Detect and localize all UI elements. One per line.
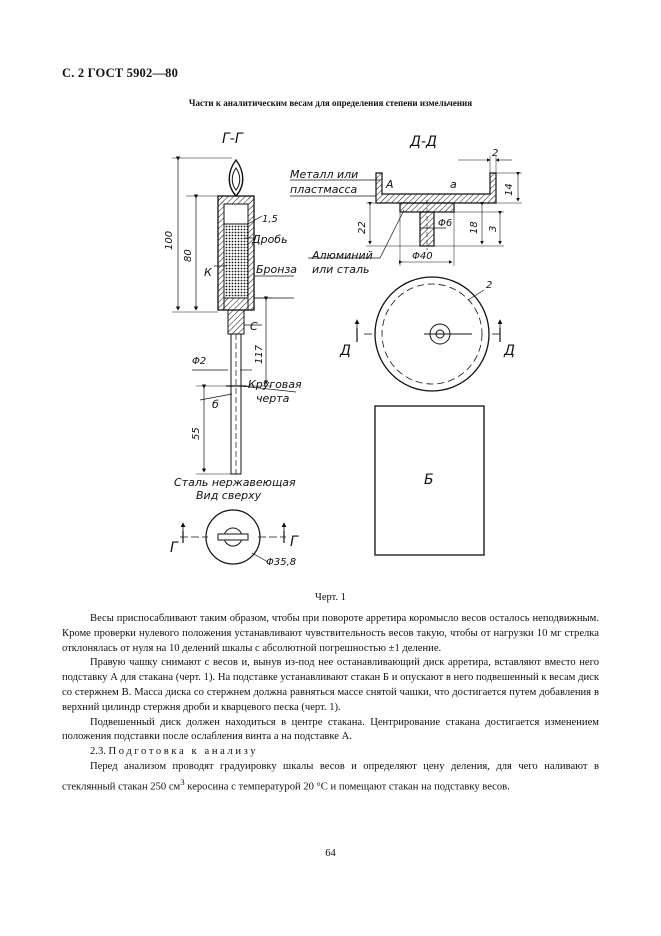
superscript: 3 <box>180 776 185 787</box>
dim-2-top: 2 <box>492 148 499 159</box>
paragraph: Подвешенный диск должен находиться в центре стакана. Центрирование стакана достигается изменением положения подставки после ослабления винта а на подставке А. <box>62 716 599 743</box>
label-aluminiy-2: или сталь <box>312 263 370 276</box>
dim-55: 55 <box>191 427 202 440</box>
top-view <box>180 510 286 564</box>
label-a-upper: А <box>386 178 394 191</box>
dim-100: 100 <box>164 230 175 250</box>
label-d-left: Д <box>340 343 351 359</box>
body-text <box>62 612 599 795</box>
label-a-lower: а <box>450 178 457 191</box>
paragraph: Весы приспосабливают таким образом, чтобы при повороте арретира коромысло весов осталось неподвижным. Кроме проверки нулевого положения устанавливают чувствительность весов такую, чтобы от нагрузки 10 мг стрелка отклонялась от нуля на 10 делений шкалы с абсолютной погрешностью ±1 деление. <box>62 613 599 654</box>
label-vid-sverhu: Вид сверху <box>196 489 262 502</box>
label-g-left: Г <box>170 540 178 556</box>
label-b: б <box>212 398 219 411</box>
dim-22: 22 <box>357 221 368 234</box>
page-header: С. 2 ГОСТ 5902—80 <box>62 66 179 80</box>
rod-assembly <box>172 131 296 474</box>
label-drob: Дробь <box>252 233 288 246</box>
label-stal-nerzh: Сталь нержавеющая <box>174 476 296 489</box>
dim-2-plan: 2 <box>486 280 493 291</box>
dim-3: 3 <box>488 225 499 232</box>
figure-title: Части к аналитическим весам для определения степени измельчения <box>188 98 473 108</box>
paragraph <box>62 760 599 795</box>
dim-phi40: Φ40 <box>412 251 433 262</box>
label-aluminiy-1: Алюминий <box>312 249 373 262</box>
label-krugovaya-2: черта <box>256 392 290 405</box>
holder-plan-view <box>357 277 500 391</box>
dim-phi35-8: Φ35,8 <box>266 557 297 568</box>
page-number: 64 <box>325 848 336 859</box>
dim-18: 18 <box>469 221 480 234</box>
dim-117: 117 <box>254 344 265 364</box>
label-g-right: Г <box>290 534 298 550</box>
dim-14: 14 <box>504 183 515 196</box>
dim-1-5: 1,5 <box>262 214 278 225</box>
label-metall-1: Металл или <box>290 168 359 181</box>
paragraph-part: керосина с температурой 20 °С и помещают стакан на подставку весов. <box>184 781 510 793</box>
label-bronza: Бронза <box>256 263 298 276</box>
figure-caption: Черт. 1 <box>315 592 346 603</box>
dim-phi6: Φ6 <box>438 218 453 229</box>
paragraph: Правую чашку снимают с весов и, вынув из-под нее останавливающий диск арретира, вставляют вместо него подставку А для стакана (черт. 1). На подставке устанавливают стакан Б и опускают в него подвешенный к весам диск со стержнем В. Масса диска со стержнем должна равняться массе снятой чашки, что достигается путем добавления в верхний цилиндр стержня дроби и кварцевого песка (черт. 1). <box>62 657 599 713</box>
section-heading <box>62 745 599 760</box>
label-c: С <box>250 320 258 333</box>
paragraph-part: Перед анализом проводят градуировку шкалы весов и определяют цену деления, для чего наливают в стеклянный стакан 250 см <box>62 760 599 793</box>
label-metall-2: пластмасса <box>290 183 358 196</box>
label-krugovaya-1: Круговая <box>248 378 302 391</box>
section-number: 2.3. <box>90 746 106 758</box>
section-title: Подготовка к анализу <box>108 746 259 758</box>
section-dd-label: Д-Д <box>410 134 437 150</box>
dim-80: 80 <box>183 249 194 262</box>
label-d-right: Д <box>504 343 515 359</box>
section-gg-label: Г-Г <box>222 131 243 147</box>
label-b-glass: Б <box>424 472 434 488</box>
label-k: К <box>204 266 212 279</box>
dim-phi2: Φ2 <box>192 356 207 367</box>
